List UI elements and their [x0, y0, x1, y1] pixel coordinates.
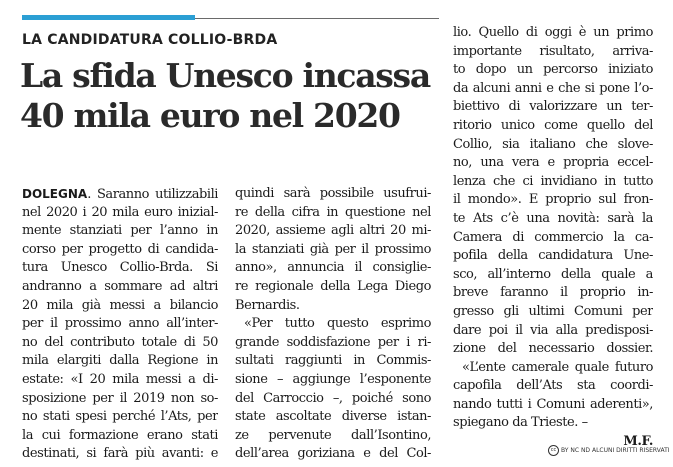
- article-kicker: LA CANDIDATURA COLLIO-BRDA: [22, 32, 278, 48]
- body-line: [22, 185, 218, 204]
- body-line: da alcuni anni e che si pone l’o-: [453, 80, 653, 96]
- body-line: «L’ente camerale quale futuro: [462, 359, 653, 375]
- dateline: DOLEGNA: [22, 187, 88, 201]
- article-column-3: [453, 24, 653, 452]
- body-line: sione – aggiunge l’esponente: [235, 371, 431, 387]
- body-line: corso per progetto di candida-: [22, 241, 218, 257]
- accent-bar: [22, 15, 195, 20]
- body-line: andranno a sommare ad altri: [22, 278, 218, 294]
- body-line: il mondo». E proprio sul fron-: [453, 192, 653, 208]
- body-line: no, una vera e propria eccel-: [453, 155, 653, 171]
- article-column-1: [22, 185, 218, 464]
- body-line: lenza che ci invidiano in tutto: [453, 173, 653, 189]
- copyright-text: BY NC ND ALCUNI DIRITTI RISERVATI: [561, 447, 670, 454]
- body-line: la cui formazione erano stati: [22, 427, 218, 443]
- article-headline: [20, 56, 440, 136]
- body-line: dare poi il via alla predisposi-: [453, 322, 653, 338]
- body-line: dell’area goriziana e del Col-: [235, 446, 431, 462]
- body-line: ritorio unico come quello del: [453, 117, 653, 133]
- body-line: per il prossimo anno all’inter-: [22, 316, 218, 332]
- body-line: estate: «I 20 mila messi a di-: [22, 371, 218, 387]
- body-line: biettivo di valorizzare un ter-: [453, 99, 653, 115]
- body-line: Collio, sia italiano che slove-: [453, 136, 653, 152]
- body-line: la stanziati già per il prossimo: [235, 241, 431, 257]
- body-line: re della cifra in questione nel: [235, 204, 431, 220]
- body-line: mila elargiti dalla Regione in: [22, 353, 218, 369]
- body-line: importante risultato, arriva-: [453, 43, 653, 59]
- body-line: pofila della candidatura Une-: [453, 248, 653, 264]
- body-line: ze pervenute dall’Isontino,: [235, 427, 431, 443]
- body-line: Bernardis.: [235, 297, 300, 313]
- body-line: sposizione per il 2019 non so-: [22, 390, 218, 406]
- body-line: Camera di commercio la ca-: [453, 229, 653, 245]
- body-line: breve faranno il proprio in-: [453, 285, 653, 301]
- headline-line: 40 mila euro nel 2020: [20, 96, 400, 135]
- body-line: quindi sarà possibile usufrui-: [235, 186, 431, 201]
- body-line: tura Unesco Collio-Brda. Si: [22, 260, 218, 276]
- article-column-2: [235, 185, 431, 464]
- body-line: 20 mila già messi a bilancio: [22, 297, 218, 313]
- top-rule: [195, 18, 439, 19]
- body-line: mente stanziati per l’anno in: [22, 223, 218, 239]
- body-line: state ascoltate diverse istan-: [235, 409, 431, 425]
- body-line: grande soddisfazione per i ri-: [235, 334, 431, 350]
- body-line: nando tutti i Comuni aderenti»,: [453, 396, 653, 412]
- body-line: «Per tutto questo esprimo: [244, 316, 431, 332]
- body-text: . Saranno utilizzabili: [87, 187, 218, 202]
- body-line: te Ats c’è una novità: sarà la: [453, 210, 653, 226]
- body-line: spiegano da Trieste. –: [453, 415, 588, 431]
- body-line: del Carroccio –, poiché sono: [235, 390, 431, 406]
- body-line: lio. Quello di oggi è un primo: [453, 25, 653, 40]
- body-line: gresso gli ultimi Comuni per: [453, 303, 653, 319]
- body-line: destinati, si farà più avanti: e: [22, 446, 218, 462]
- body-line: sultati raggiunti in Commis-: [235, 353, 431, 369]
- body-line: capofila dell’Ats sta coordi-: [453, 378, 653, 394]
- body-line: anno», annuncia il consiglie-: [235, 260, 431, 276]
- body-line: re regionale della Lega Diego: [235, 278, 431, 294]
- creative-commons-icon: cc: [548, 445, 559, 456]
- author-signoff: M.F.: [623, 434, 653, 450]
- copyright-notice: [548, 445, 670, 456]
- body-line: sco, all’interno della quale a: [453, 266, 653, 282]
- headline-line: La sfida Unesco incassa: [20, 56, 430, 95]
- body-line: 2020, assieme agli altri 20 mi-: [235, 223, 431, 239]
- body-line: nel 2020 i 20 mila euro inizial-: [22, 204, 218, 220]
- body-line: no del contributo totale di 50: [22, 334, 218, 350]
- body-line: zione del necessario dossier.: [453, 341, 653, 357]
- body-line: to dopo un percorso iniziato: [453, 62, 653, 78]
- body-line: no stati spesi perché l’Ats, per: [22, 409, 218, 425]
